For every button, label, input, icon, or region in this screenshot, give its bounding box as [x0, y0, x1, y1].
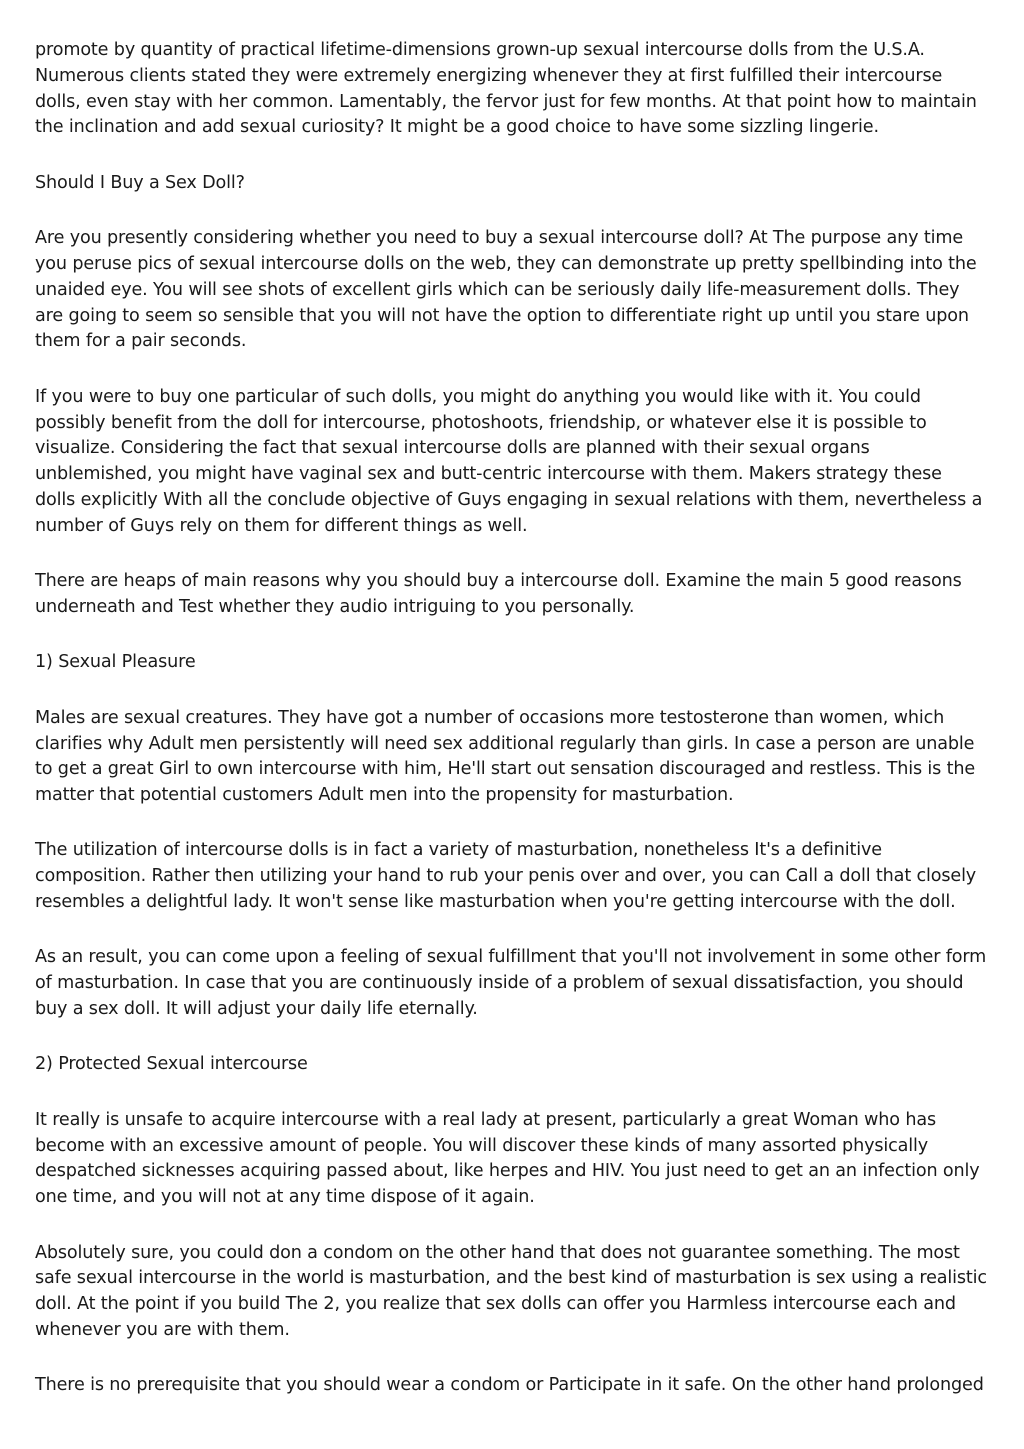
paragraph-result: As an result, you can come upon a feeling of sexual fulfillment that you'll not involvement in some other form of masturbation. In case that you are continuously inside of a problem of sexual dissatisfaction, you should buy a sex doll. It will adjust your daily life eternally. — [35, 947, 987, 1020]
paragraph-buy-one: If you were to buy one particular of such dolls, you might do anything you would like with it. You could possibly benefit from the doll for intercourse, photoshoots, friendship, or whatever else it is possible to visualize. Considering the fact that sexual intercourse dolls are planned with their sexual organs unblemished, you might have vaginal sex and butt-centric intercourse with them. Makers strategy these dolls explicitly With all the conclude objective of Guys engaging in sexual relations with them, nevertheless a number of Guys rely on them for different things as well. — [35, 386, 983, 536]
heading-should-i-buy: Should I Buy a Sex Doll? — [35, 172, 245, 193]
paragraph-utilization: The utilization of intercourse dolls is in fact a variety of masturbation, nonetheless It's a definitive composition. Rather then utilizing your hand to rub your penis over and over, you can Call a doll that closely resembles a delightful lady. It won't sense like masturbation when you're getting intercourse with the doll. — [35, 840, 977, 913]
heading-protected: 2) Protected Sexual intercourse — [35, 1054, 308, 1075]
paragraph-males: Males are sexual creatures. They have got a number of occasions more testosterone than women, which clarifies why Adult men persistently will need sex additional regularly than girls. In case a person are unable to get a great Girl to own intercourse with him, He'll start out sensation discouraged and restless. This is the matter that potential customers Adult men into the propensity for masturbation. — [35, 707, 976, 806]
paragraph-intro: promote by quantity of practical lifetime-dimensions grown-up sexual intercourse dolls from the U.S.A. Numerous clients stated they were extremely energizing whenever they at first fulfilled their intercourse dolls, even stay with her common. Lamentably, the fervor just for few months. At that point how to maintain the inclination and add sexual curiosity? It might be a good choice to have some sizzling lingerie. — [35, 40, 977, 138]
paragraph-considering: Are you presently considering whether you need to buy a sexual intercourse doll? At The purpose any time you peruse pics of sexual intercourse dolls on the web, they can demonstrate up pretty spellbinding into the unaided eye. You will see shots of excellent girls which can be seriously daily life-measurement dolls. They are going to seem so sensible that you will not have the option to differentiate right up until you stare upon them for a pair seconds. — [35, 228, 977, 352]
paragraph-prerequisite: There is no prerequisite that you should wear a condom or Participate in it safe. On the other hand prolonged — [35, 1375, 984, 1396]
paragraph-unsafe: It really is unsafe to acquire intercourse with a real lady at present, particularly a great Woman who has become with an excessive amount of people. You will discover these kinds of many assorted physically despatched sicknesses acquiring passed about, like herpes and HIV. You just need to get an an infection only one time, and you will not at any time dispose of it again. — [35, 1109, 980, 1208]
heading-sexual-pleasure: 1) Sexual Pleasure — [35, 652, 196, 673]
document-body — [35, 38, 987, 1399]
paragraph-reasons: There are heaps of main reasons why you should buy a intercourse doll. Examine the main 5 good reasons underneath and Test whether they audio intriguing to you personally. — [35, 571, 962, 617]
paragraph-condom: Absolutely sure, you could don a condom on the other hand that does not guarantee something. The most safe sexual intercourse in the world is masturbation, and the best kind of masturbation is sex using a realistic doll. At the point if you build The 2, you realize that sex dolls can offer you Harmless intercourse each and whenever you are with them. — [35, 1242, 987, 1341]
